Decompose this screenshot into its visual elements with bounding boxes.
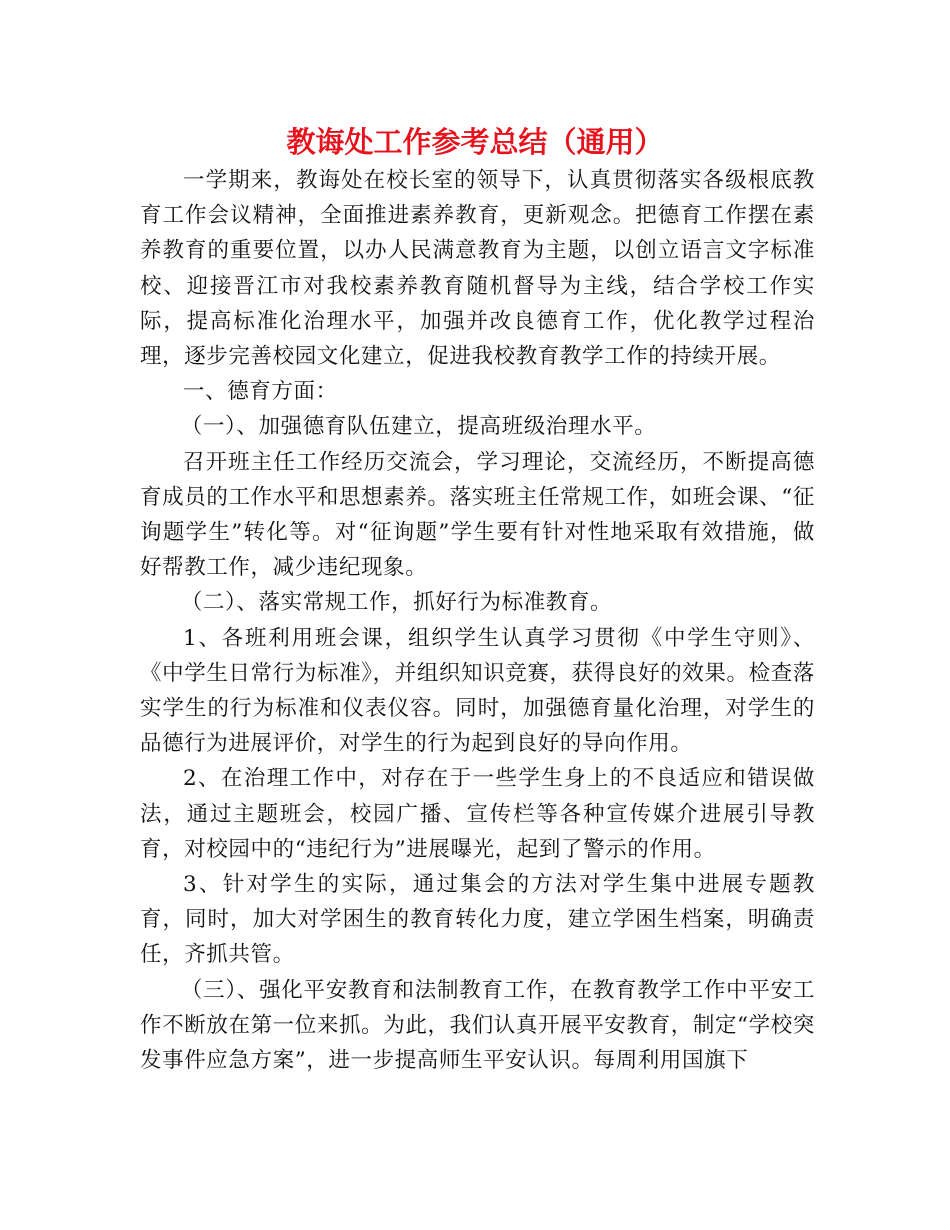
paragraph-safety-education: （三）、强化平安教育和法制教育工作，在教育教学工作中平安工作不断放在第一位来抓。为此，我们认真开展平安教育，制定“学校突发事件应急方案”，进一步提高师生平安认识。每周利用国旗下 — [140, 977, 815, 1074]
paragraph-teacher-meeting: 召开班主任工作经历交流会，学习理论，交流经历，不断提高德育成员的工作水平和思想素养。落实班主任常规工作，如班会课、“征询题学生”转化等。对“征询题”学生要有针对性地采取有效措施，做好帮教工作，减少违纪现象。 — [140, 449, 815, 581]
paragraph-item-3: 3、针对学生的实际，通过集会的方法对学生集中进展专题教育，同时，加大对学困生的教育转化力度，建立学困生档案，明确责任，齐抓共管。 — [140, 872, 815, 968]
paragraph-intro: 一学期来，教诲处在校长室的领导下，认真贯彻落实各级根底教育工作会议精神，全面推进素养教育，更新观念。把德育工作摆在素养教育的重要位置，以办人民满意教育为主题，以创立语言文字标准校、迎接晋江市对我校素养教育随机督导为主线，结合学校工作实际，提高标准化治理水平，加强并改良德育工作，优化教学过程治理，逐步完善校园文化建立，促进我校教育教学工作的持续开展。 — [140, 168, 815, 370]
subsection-heading-1: （一）、加强德育队伍建立，提高班级治理水平。 — [180, 414, 657, 440]
document-title: 教诲处工作参考总结（通用） — [286, 125, 664, 159]
paragraph-item-1: 1、各班利用班会课，组织学生认真学习贯彻《中学生守则》、《中学生日常行为标准》，并组织知识竞赛，获得良好的效果。检查落实学生的行为标准和仪表仪容。同时，加强德育量化治理，对学生的品德行为进展评价，对学生的行为起到良好的导向作用。 — [140, 625, 815, 757]
paragraph-item-2: 2、在治理工作中，对存在于一些学生身上的不良适应和错误做法，通过主题班会，校园广播、宣传栏等各种宣传媒介进展引导教育，对校园中的“违纪行为”进展曝光，起到了警示的作用。 — [140, 766, 815, 862]
document-body — [140, 163, 815, 1078]
subsection-heading-2: （二）、落实常规工作，抓好行为标准教育。 — [180, 590, 613, 616]
section-heading-moral-education: 一、德育方面： — [183, 379, 338, 405]
